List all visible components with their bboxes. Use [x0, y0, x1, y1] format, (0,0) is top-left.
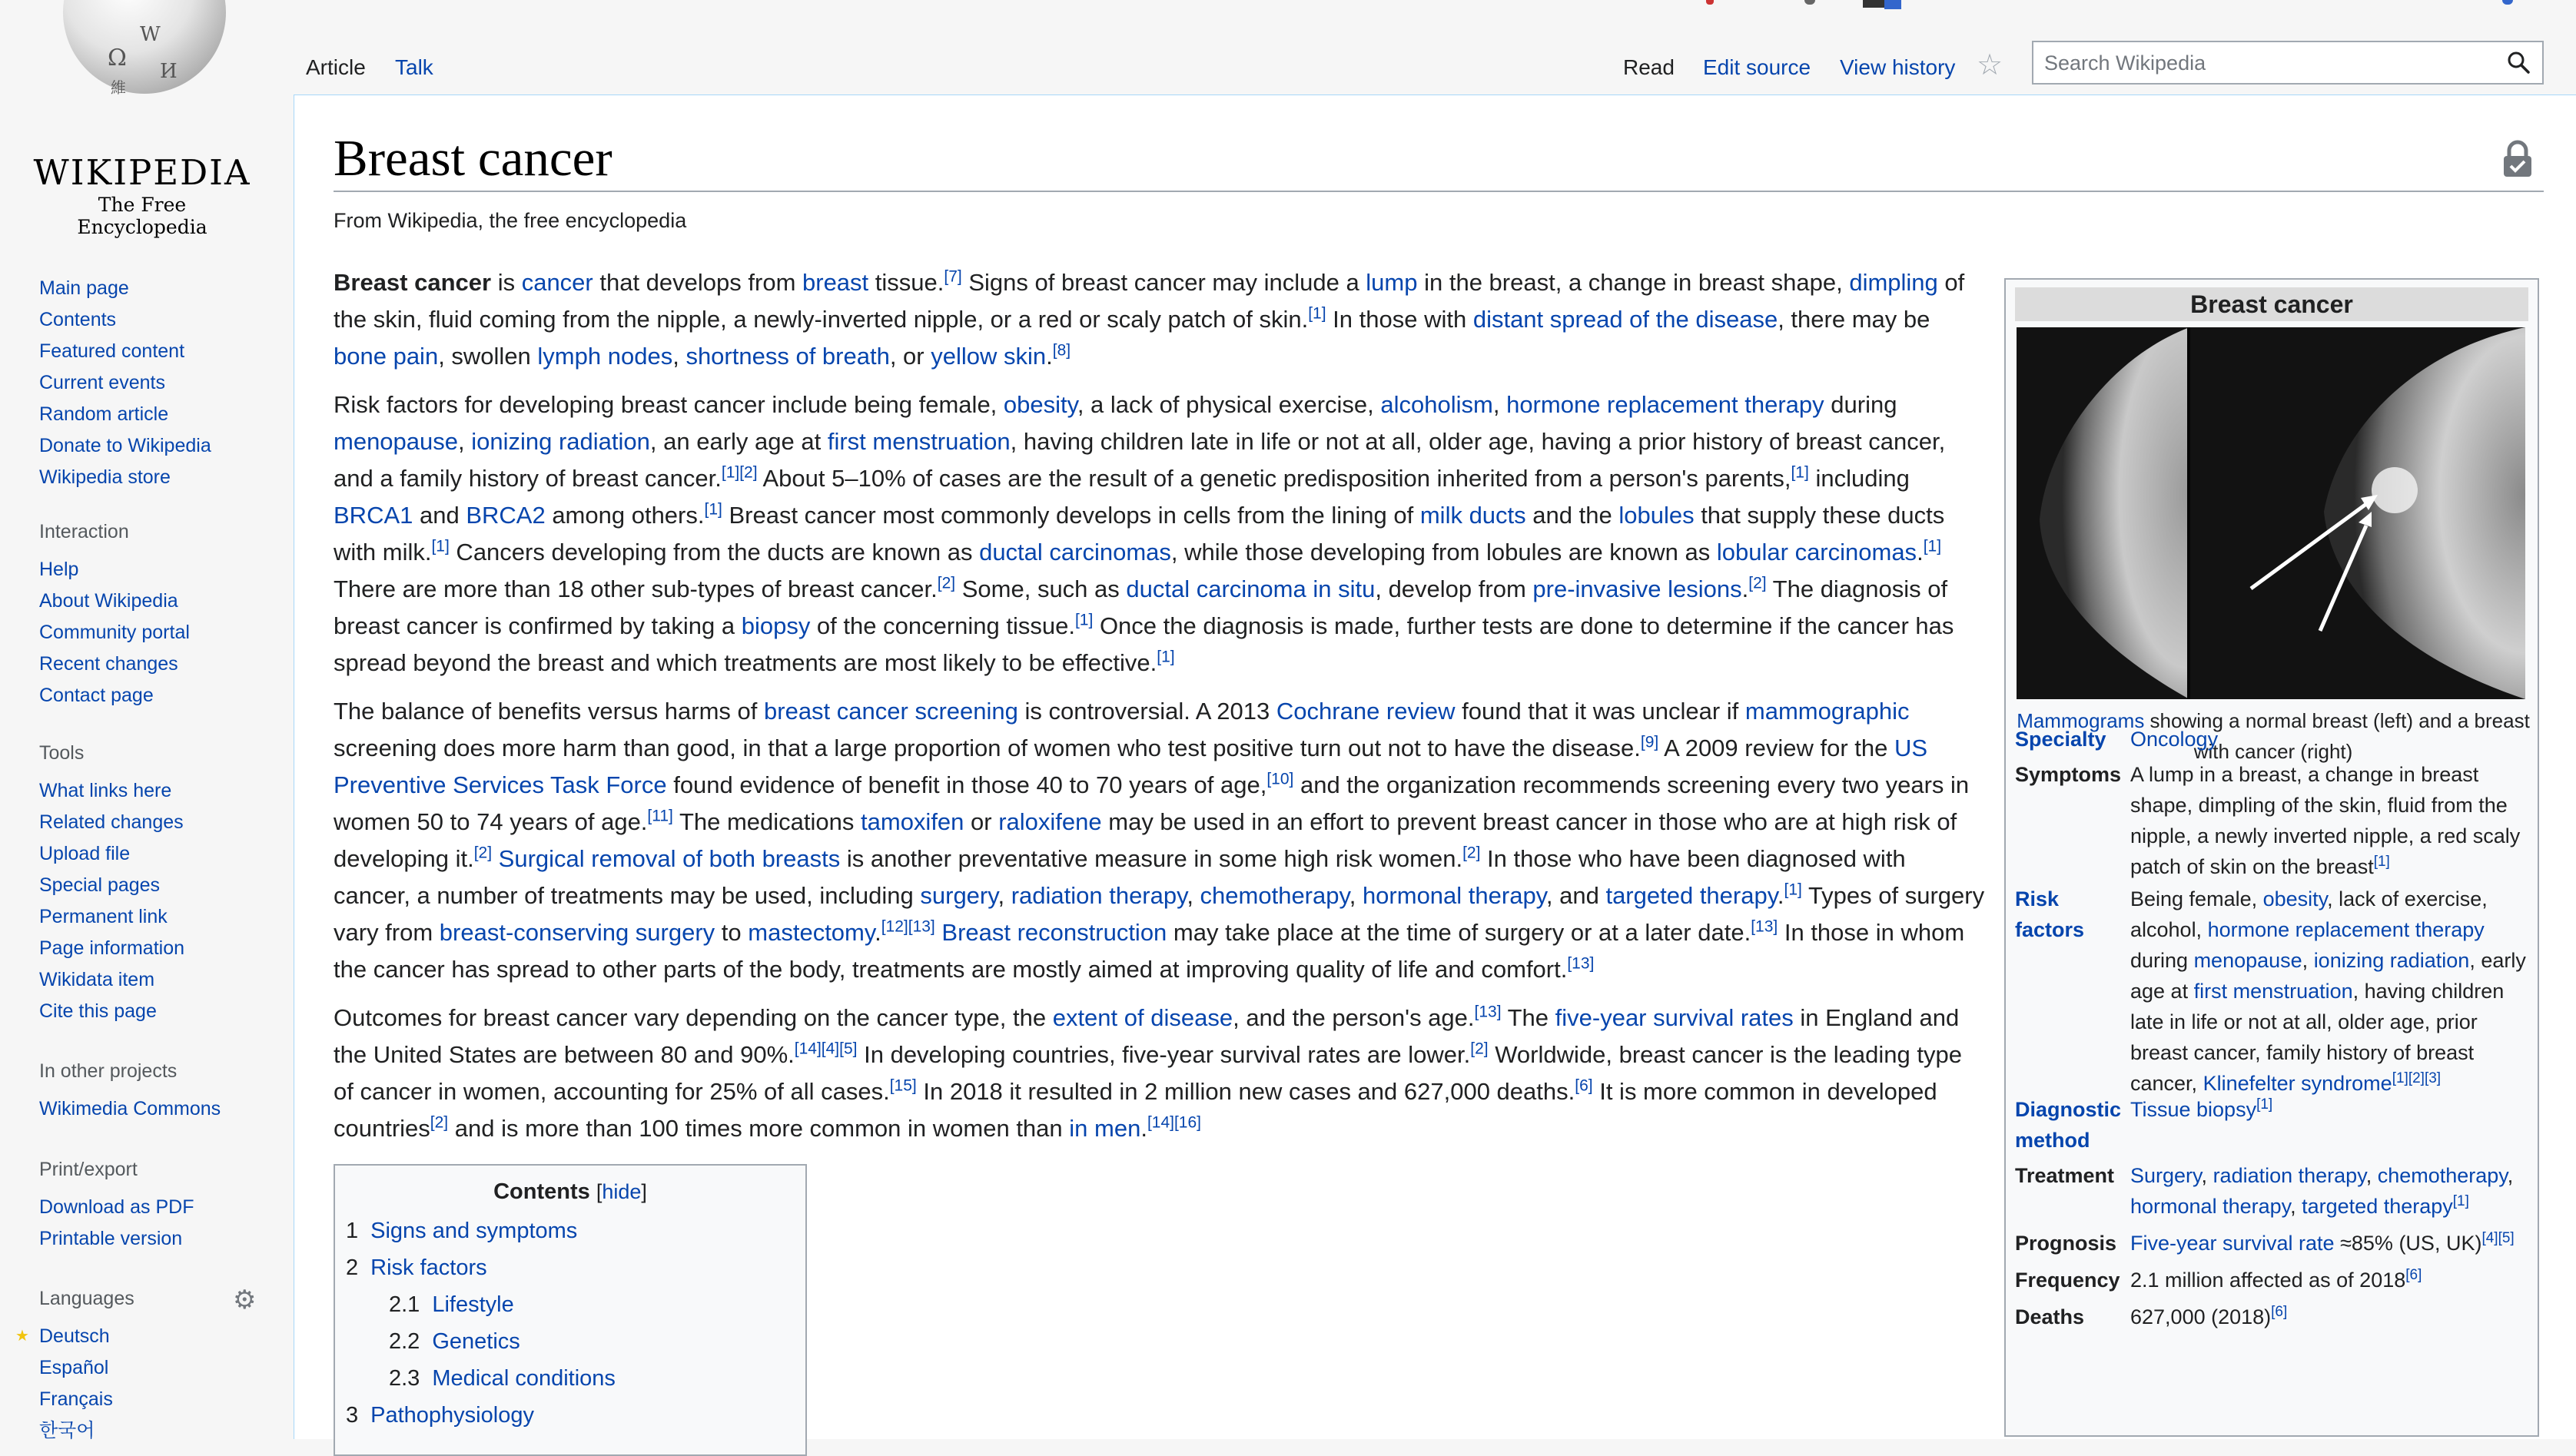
- toc-item[interactable]: [335, 1249, 805, 1286]
- citation-ref[interactable]: [6]: [1575, 1076, 1593, 1095]
- text-run: ,: [2302, 949, 2314, 972]
- tab-article[interactable]: Article: [306, 55, 366, 79]
- toc-number: 2.2: [389, 1329, 420, 1354]
- link-surgery[interactable]: surgery: [920, 882, 998, 909]
- language-link-espa-ol[interactable]: Español: [39, 1357, 109, 1378]
- citation-ref[interactable]: [13]: [908, 917, 935, 936]
- text-run: screening does more harm than good, in that a large proportion of women who test positive turn out not to have the disease.: [334, 735, 1641, 761]
- nav-portal: [39, 273, 270, 493]
- link-lymph-nodes[interactable]: lymph nodes: [537, 343, 673, 370]
- text-run: found that it was unclear if: [1455, 698, 1745, 725]
- text-run: [492, 845, 499, 872]
- citation-ref[interactable]: [13]: [1474, 1003, 1502, 1021]
- link-mammographic[interactable]: mammographic: [1744, 698, 1910, 725]
- link-ductal-carcinoma-in-situ[interactable]: ductal carcinoma in situ: [1126, 575, 1376, 602]
- sidebar-item-wikipedia-store[interactable]: Wikipedia store: [39, 466, 171, 488]
- citation-ref[interactable]: [12]: [881, 917, 908, 936]
- text-run: Types of surgery vary from: [334, 882, 1985, 946]
- infobox-label: Prognosis: [2015, 1232, 2117, 1255]
- text-run: and is more than 100 times more common in women than: [448, 1115, 1070, 1142]
- text-run: is another preventative measure in some high risk women.: [840, 845, 1463, 872]
- link-mastectomy[interactable]: mastectomy: [748, 919, 875, 946]
- link-shortness-of-breath[interactable]: shortness of breath: [685, 343, 890, 370]
- toc-title: Contents: [493, 1179, 590, 1204]
- link-lobular-carcinomas[interactable]: lobular carcinomas: [1716, 539, 1917, 565]
- link-obesity[interactable]: obesity: [2262, 887, 2328, 910]
- text-run: .: [1917, 539, 1924, 565]
- text-run: A lump in a breast, a change in breast shape, dimpling of the skin, fluid from the nipple, a newly inverted nipple, a red scaly patch of skin on the breast: [2130, 763, 2521, 878]
- messages-icon[interactable]: [1863, 0, 1886, 8]
- toc-number: 1: [346, 1219, 359, 1243]
- notification-icon[interactable]: [1706, 0, 1714, 5]
- text-run: in the breast, a change in breast shape,: [1417, 269, 1850, 296]
- infobox-label: Symptoms: [2015, 763, 2122, 786]
- link-ionizing-radiation[interactable]: ionizing radiation: [471, 428, 650, 455]
- text-run: , a lack of physical exercise,: [1077, 391, 1381, 418]
- citation-ref[interactable]: [5]: [2498, 1230, 2515, 1246]
- language-settings-gear-icon[interactable]: ⚙: [233, 1285, 257, 1315]
- link-breast-conserving-surgery[interactable]: breast-conserving surgery: [439, 919, 715, 946]
- tab-read[interactable]: Read: [1623, 55, 1675, 79]
- toc-number: 2: [346, 1255, 359, 1280]
- link-breast-cancer-screening[interactable]: breast cancer screening: [764, 698, 1018, 725]
- sidebar-item-what-links-here[interactable]: What links here: [39, 780, 172, 801]
- citation-ref[interactable]: [1]: [721, 463, 740, 482]
- personal-tools-icon[interactable]: [2502, 0, 2513, 5]
- text-run: , there may be: [1778, 306, 1930, 333]
- link-cancer[interactable]: cancer: [521, 269, 593, 296]
- infobox-value: [2130, 1160, 2531, 1222]
- text-run: Once the diagnosis is made, further tests are done to determine if the cancer has spread beyond the breast and which treatments are most likely to be effective.: [334, 612, 1954, 676]
- projects-portal: [39, 1060, 270, 1125]
- text-run: A 2009 review for the: [1658, 735, 1894, 761]
- text-run: ,: [672, 343, 686, 370]
- page-title: Breast cancer: [334, 130, 612, 187]
- text-run: In those who have been diagnosed with cancer, a number of treatments may be used, including: [334, 845, 1906, 909]
- text-run: The balance of benefits versus harms of: [334, 698, 765, 725]
- paragraph: [334, 386, 1986, 682]
- text-run: In developing countries, five-year survival rates are lower.: [857, 1041, 1471, 1068]
- tab-view-history[interactable]: View history: [1840, 55, 1956, 79]
- text-run: may take place at the time of surgery or at a later date.: [1167, 919, 1751, 946]
- sidebar-item-contents[interactable]: Contents: [39, 309, 117, 330]
- toc-item[interactable]: [335, 1323, 805, 1360]
- citation-ref[interactable]: [1]: [1157, 648, 1175, 666]
- tools-portal: [39, 742, 270, 1027]
- interaction-heading: Interaction: [39, 521, 129, 542]
- citation-ref[interactable]: [2]: [1462, 844, 1481, 862]
- text-run: Worldwide, breast cancer is the leading type of cancer in women, accounting for 25% of all cases.: [334, 1041, 1962, 1105]
- text-run: ,: [2507, 1164, 2514, 1187]
- text-run: In 2018 it resulted in 2 million new cases and 627,000 deaths.: [916, 1078, 1575, 1105]
- link-first-menstruation[interactable]: first menstruation: [827, 428, 1011, 455]
- link-obesity[interactable]: obesity: [1003, 391, 1077, 418]
- link-hormone-replacement-therapy[interactable]: hormone replacement therapy: [1506, 391, 1824, 418]
- text-run: during: [1824, 391, 1897, 418]
- link-five-year-survival-rates[interactable]: five-year survival rates: [1555, 1004, 1794, 1031]
- citation-ref[interactable]: [1]: [1074, 611, 1094, 629]
- text-run: , or: [889, 343, 931, 370]
- text-run: .: [1741, 575, 1749, 602]
- link-chemotherapy[interactable]: chemotherapy: [2377, 1164, 2508, 1187]
- projects-heading: In other projects: [39, 1060, 178, 1082]
- infobox: [2004, 278, 2539, 1437]
- text-run: tissue.: [868, 269, 944, 296]
- citation-ref[interactable]: [1]: [2392, 1070, 2408, 1086]
- citation-ref[interactable]: [11]: [647, 807, 673, 825]
- sidebar-item-main-page[interactable]: Main page: [39, 277, 129, 299]
- search-icon[interactable]: [2507, 51, 2530, 74]
- sidebar-item-featured-content[interactable]: Featured content: [39, 340, 185, 362]
- citation-ref[interactable]: [1]: [1784, 881, 1802, 899]
- caption-link-mammograms[interactable]: Mammograms: [2017, 709, 2145, 732]
- citation-ref[interactable]: [9]: [1640, 733, 1659, 751]
- link-hormonal-therapy[interactable]: hormonal therapy: [1362, 882, 1546, 909]
- citation-ref[interactable]: [4]: [821, 1040, 840, 1058]
- print-heading: Print/export: [39, 1159, 138, 1180]
- infobox-value: [2130, 1302, 2531, 1332]
- citation-ref[interactable]: [13]: [1751, 917, 1778, 936]
- text-run: is controversial. A 2013: [1017, 698, 1276, 725]
- globe-icon: Ω W И 維: [63, 0, 226, 94]
- text-run: Some, such as: [955, 575, 1127, 602]
- text-run: of the concerning tissue.: [810, 612, 1075, 639]
- sidebar-item-upload-file[interactable]: Upload file: [39, 843, 131, 864]
- link-us-preventive-services-task-force[interactable]: US Preventive Services Task Force: [334, 735, 1928, 798]
- tab-edit-source[interactable]: Edit source: [1703, 55, 1811, 79]
- text-run: and the organization recommends screening every two years in women 50 to 74 years of age.: [334, 771, 1970, 835]
- text-run: Being female,: [2130, 887, 2263, 910]
- text-run: during: [2130, 949, 2194, 972]
- text-run: in England and the United States are between 80 and 90%.: [334, 1004, 1960, 1068]
- text-run: 2.1 million affected as of 2018: [2130, 1269, 2406, 1292]
- text-run: ,: [2365, 1164, 2378, 1187]
- citation-ref[interactable]: [16]: [1173, 1113, 1201, 1132]
- text-run: found evidence of benefit in those 40 to 70 years of age,: [666, 771, 1267, 798]
- sidebar-item-related-changes[interactable]: Related changes: [39, 811, 184, 833]
- toc-number: 2.3: [389, 1366, 420, 1391]
- text-run: , early age at: [2130, 949, 2526, 1003]
- link-lump[interactable]: lump: [1366, 269, 1418, 296]
- toc-link-risk-factors[interactable]: Risk factors: [370, 1255, 487, 1280]
- watch-star-icon[interactable]: ☆: [1977, 49, 2003, 81]
- sidebar-item-wikimedia-commons[interactable]: Wikimedia Commons: [39, 1098, 221, 1119]
- sidebar-item-help[interactable]: Help: [39, 559, 79, 580]
- text-run: In those in whom the cancer has spread to other parts of the body, treatments are mostly aimed at improving quality of life and comfort.: [334, 919, 1965, 983]
- link-five-year-survival-rate[interactable]: Five-year survival rate: [2130, 1232, 2335, 1255]
- citation-ref[interactable]: [14]: [794, 1040, 822, 1058]
- link-oncology[interactable]: Oncology: [2130, 728, 2219, 751]
- toc-item[interactable]: [335, 1286, 805, 1323]
- text-run: ,: [2201, 1164, 2213, 1187]
- citation-ref[interactable]: [6]: [2405, 1267, 2422, 1283]
- sidebar-item-printable-version[interactable]: Printable version: [39, 1228, 183, 1249]
- infobox-value: [2130, 884, 2531, 1099]
- paragraph: [334, 1000, 1986, 1147]
- sidebar-item-donate-to-wikipedia[interactable]: Donate to Wikipedia: [39, 435, 211, 456]
- infobox-value: [2130, 1228, 2531, 1259]
- link-targeted-therapy[interactable]: targeted therapy: [2302, 1195, 2453, 1218]
- language-link-fran-ais[interactable]: Français: [39, 1388, 113, 1410]
- text-run: The: [1501, 1004, 1555, 1031]
- text-run: .: [1777, 882, 1784, 909]
- link-ductal-carcinomas[interactable]: ductal carcinomas: [979, 539, 1171, 565]
- link-hormonal-therapy[interactable]: hormonal therapy: [2130, 1195, 2291, 1218]
- toc-link-pathophysiology[interactable]: Pathophysiology: [370, 1403, 534, 1428]
- link-distant-spread-of-the-disease[interactable]: distant spread of the disease: [1472, 306, 1778, 333]
- text-run: , and: [1545, 882, 1606, 909]
- alerts-badge-icon[interactable]: [1884, 0, 1901, 9]
- link-biopsy[interactable]: biopsy: [741, 612, 811, 639]
- sidebar-item-download-as-pdf[interactable]: Download as PDF: [39, 1196, 194, 1218]
- text-run: ,: [1349, 882, 1363, 909]
- link-klinefelter-syndrome[interactable]: Klinefelter syndrome: [2203, 1072, 2392, 1095]
- citation-ref[interactable]: [2]: [473, 844, 493, 862]
- infobox-label: Treatment: [2015, 1164, 2115, 1187]
- toc-item[interactable]: [335, 1212, 805, 1249]
- link-radiation-therapy[interactable]: radiation therapy: [2213, 1164, 2366, 1187]
- text-run: .: [875, 919, 881, 946]
- sidebar-item-about-wikipedia[interactable]: About Wikipedia: [39, 590, 178, 612]
- search-input[interactable]: [2033, 42, 2501, 85]
- citation-ref[interactable]: [13]: [1567, 954, 1595, 973]
- link-milk-ducts[interactable]: milk ducts: [1419, 502, 1526, 529]
- link-cochrane-review[interactable]: Cochrane review: [1276, 698, 1456, 725]
- link-menopause[interactable]: menopause: [334, 428, 459, 455]
- text-run: .: [1140, 1115, 1147, 1142]
- citation-ref[interactable]: [1]: [2452, 1193, 2469, 1209]
- text-run: Outcomes for breast cancer vary depending on the cancer type, the: [334, 1004, 1053, 1031]
- citation-ref[interactable]: [14]: [1147, 1113, 1174, 1132]
- text-run: .: [1046, 343, 1053, 370]
- link-breast-reconstruction[interactable]: Breast reconstruction: [941, 919, 1167, 946]
- user-icon[interactable]: [1804, 0, 1815, 5]
- text-run: and: [413, 502, 466, 529]
- citation-ref[interactable]: [1]: [1308, 304, 1326, 323]
- link-brca2[interactable]: BRCA2: [466, 502, 546, 529]
- bold-term: Breast cancer: [334, 269, 492, 296]
- text-run: ≈85% (US, UK): [2334, 1232, 2482, 1255]
- infobox-title: Breast cancer: [2015, 287, 2528, 321]
- citation-ref[interactable]: [15]: [889, 1076, 917, 1095]
- link-dimpling[interactable]: dimpling: [1849, 269, 1938, 296]
- link-yellow-skin[interactable]: yellow skin: [931, 343, 1047, 370]
- text-run: including: [1808, 465, 1910, 492]
- text-run: , and the person's age.: [1233, 1004, 1475, 1031]
- citation-ref[interactable]: [4]: [2481, 1230, 2498, 1246]
- text-run: of the skin, fluid coming from the nipple, a newly-inverted nipple, or a red or scaly patch of skin.: [334, 269, 1965, 333]
- text-run: may be used in an effort to prevent breast cancer in those who are at high risk of developing it.: [334, 808, 1957, 872]
- citation-ref[interactable]: [2]: [1470, 1040, 1489, 1058]
- paragraph: [334, 693, 1986, 988]
- infobox-label[interactable]: Risk factors: [2015, 887, 2085, 941]
- text-run: that develops from: [593, 269, 802, 296]
- sidebar-item-community-portal[interactable]: Community portal: [39, 622, 190, 643]
- infobox-value: [2130, 1265, 2531, 1295]
- link-ionizing-radiation[interactable]: ionizing radiation: [2313, 949, 2470, 972]
- toc-link-signs-and-symptoms[interactable]: Signs and symptoms: [370, 1219, 578, 1243]
- infobox-label: Deaths: [2015, 1305, 2085, 1328]
- text-run: 627,000 (2018): [2130, 1305, 2272, 1328]
- text-run: to: [715, 919, 749, 946]
- caption-text: showing a normal breast (left) and a breast with cancer (right): [2144, 709, 2530, 763]
- mammogram-image[interactable]: [2017, 327, 2525, 699]
- link-targeted-therapy[interactable]: targeted therapy: [1605, 882, 1778, 909]
- interaction-portal: [39, 521, 270, 711]
- text-run: , having children late in life or not at all, older age, having a prior history of breast cancer, and a family history of breast cancer.: [334, 428, 1946, 492]
- toc-link-genetics[interactable]: Genetics: [432, 1329, 520, 1354]
- text-run: Risk factors for developing breast cancer include being female,: [334, 391, 1004, 418]
- sidebar-item-special-pages[interactable]: Special pages: [39, 874, 161, 896]
- language-link-item-3[interactable]: 한국어: [39, 1420, 95, 1441]
- infobox-label: Frequency: [2015, 1269, 2120, 1292]
- citation-ref[interactable]: [2]: [430, 1113, 449, 1132]
- link-tissue-biopsy[interactable]: Tissue biopsy: [2130, 1098, 2257, 1121]
- sidebar-item-page-information[interactable]: Page information: [39, 937, 185, 959]
- toc-item[interactable]: [335, 1360, 805, 1397]
- citation-ref[interactable]: [10]: [1266, 770, 1294, 788]
- link-hormone-replacement-therapy[interactable]: hormone replacement therapy: [2207, 918, 2485, 941]
- text-run: About 5–10% of cases are the result of a genetic predisposition inherited from a person's parents,: [757, 465, 1791, 492]
- citation-ref[interactable]: [2]: [1748, 574, 1767, 592]
- text-run: The medications: [672, 808, 861, 835]
- text-run: The diagnosis of breast cancer is confirmed by taking a: [334, 575, 1948, 639]
- citation-ref[interactable]: [5]: [839, 1040, 858, 1058]
- toc-link-medical-conditions[interactable]: Medical conditions: [432, 1366, 616, 1391]
- citation-ref[interactable]: [6]: [2271, 1304, 2288, 1320]
- link-radiation-therapy[interactable]: radiation therapy: [1011, 882, 1187, 909]
- link-first-menstruation[interactable]: first menstruation: [2193, 980, 2353, 1003]
- link-tamoxifen[interactable]: tamoxifen: [861, 808, 964, 835]
- infobox-value: [2130, 1094, 2531, 1125]
- link-surgical-removal-of-both-breasts[interactable]: Surgical removal of both breasts: [498, 845, 841, 872]
- link-alcoholism[interactable]: alcoholism: [1380, 391, 1493, 418]
- text-run: It is more common in developed countries: [334, 1078, 1937, 1142]
- toc-link-lifestyle[interactable]: Lifestyle: [432, 1292, 514, 1317]
- toc-number: 2.1: [389, 1292, 420, 1317]
- citation-ref[interactable]: [1]: [2373, 854, 2390, 870]
- citation-ref[interactable]: [1]: [1791, 463, 1809, 482]
- wikipedia-tagline: The Free Encyclopedia: [77, 194, 207, 238]
- citation-ref[interactable]: [1]: [2256, 1096, 2273, 1113]
- site-subtitle: From Wikipedia, the free encyclopedia: [334, 209, 687, 232]
- sidebar: [0, 0, 292, 1441]
- paragraph: [334, 264, 1986, 375]
- link-brca1[interactable]: BRCA1: [334, 502, 413, 529]
- text-run: or: [964, 808, 999, 835]
- text-run: , develop from: [1375, 575, 1533, 602]
- featured-star-icon: ★: [15, 1328, 29, 1345]
- link-extent-of-disease[interactable]: extent of disease: [1052, 1004, 1233, 1031]
- link-breast[interactable]: breast: [802, 269, 869, 296]
- text-run: , an early age at: [649, 428, 828, 455]
- wikipedia-wordmark: WIKIPEDIA: [33, 152, 251, 193]
- text-run: , while those developing from lobules are known as: [1170, 539, 1717, 565]
- citation-ref[interactable]: [1]: [1923, 537, 1942, 556]
- sidebar-item-cite-this-page[interactable]: Cite this page: [39, 1000, 157, 1022]
- print-portal: [39, 1159, 270, 1255]
- citation-ref[interactable]: [2]: [2408, 1070, 2425, 1086]
- tools-heading: Tools: [39, 742, 85, 764]
- link-lobules[interactable]: lobules: [1618, 502, 1695, 529]
- text-run: , swollen: [438, 343, 538, 370]
- infobox-value: [2130, 724, 2531, 755]
- sidebar-item-random-article[interactable]: Random article: [39, 403, 169, 425]
- table-of-contents: [334, 1164, 807, 1456]
- citation-ref[interactable]: [1]: [704, 500, 722, 519]
- text-run: Cancers developing from the ducts are known as: [449, 539, 980, 565]
- citation-ref[interactable]: [3]: [2424, 1070, 2442, 1086]
- link-pre-invasive-lesions[interactable]: pre-invasive lesions: [1532, 575, 1742, 602]
- article-body: [334, 264, 1986, 1159]
- text-run: Signs of breast cancer may include a: [961, 269, 1366, 296]
- text-run: among others.: [545, 502, 705, 529]
- sidebar-item-recent-changes[interactable]: Recent changes: [39, 653, 178, 675]
- tab-talk[interactable]: Talk: [395, 55, 433, 79]
- citation-ref[interactable]: [1]: [431, 537, 450, 556]
- link-in-men[interactable]: in men: [1069, 1115, 1141, 1142]
- toc-hide-link[interactable]: hide: [602, 1180, 642, 1203]
- text-run: and the: [1525, 502, 1619, 529]
- infobox-label[interactable]: Specialty: [2015, 728, 2106, 751]
- citation-ref[interactable]: [2]: [739, 463, 758, 482]
- title-divider: [334, 191, 2544, 192]
- sidebar-item-current-events[interactable]: Current events: [39, 372, 165, 393]
- citation-ref[interactable]: [2]: [937, 574, 956, 592]
- wikipedia-logo[interactable]: [31, 0, 254, 238]
- protection-lock-icon[interactable]: [2501, 140, 2534, 178]
- text-run: , lack of exercise, alcohol,: [2130, 887, 2488, 941]
- sidebar-item-wikidata-item[interactable]: Wikidata item: [39, 969, 155, 990]
- text-run: ,: [998, 882, 1011, 909]
- search-box[interactable]: [2032, 41, 2544, 85]
- link-menopause[interactable]: menopause: [2193, 949, 2302, 972]
- link-bone-pain[interactable]: bone pain: [334, 343, 439, 370]
- text-run: , having children late in life or not at all, older age, prior breast cancer, family history of breast cancer,: [2130, 980, 2505, 1095]
- toc-title-row: Contents [hide]: [493, 1179, 647, 1204]
- text-run: that supply these ducts with milk.: [334, 502, 1945, 565]
- text-run: In those with: [1326, 306, 1473, 333]
- sidebar-item-contact-page[interactable]: Contact page: [39, 685, 154, 706]
- text-run: ,: [458, 428, 472, 455]
- toc-item[interactable]: [335, 1397, 805, 1434]
- text-run: is: [491, 269, 522, 296]
- text-run: ,: [1492, 391, 1507, 418]
- infobox-value: [2130, 759, 2531, 882]
- text-run: ,: [2290, 1195, 2302, 1218]
- citation-ref[interactable]: [8]: [1052, 341, 1071, 360]
- citation-ref[interactable]: [7]: [944, 267, 962, 286]
- toc-number: 3: [346, 1403, 359, 1428]
- sidebar-item-permanent-link[interactable]: Permanent link: [39, 906, 168, 927]
- infobox-label[interactable]: Diagnostic method: [2015, 1098, 2122, 1152]
- link-surgery[interactable]: Surgery: [2130, 1164, 2202, 1187]
- text-run: There are more than 18 other sub-types of breast cancer.: [334, 575, 938, 602]
- language-link-deutsch[interactable]: Deutsch ★: [39, 1321, 270, 1352]
- link-raloxifene[interactable]: raloxifene: [998, 808, 1102, 835]
- text-run: Breast cancer most commonly develops in cells from the lining of: [722, 502, 1420, 529]
- text-run: ,: [1187, 882, 1200, 909]
- link-chemotherapy[interactable]: chemotherapy: [1200, 882, 1349, 909]
- languages-heading: Languages: [39, 1288, 134, 1309]
